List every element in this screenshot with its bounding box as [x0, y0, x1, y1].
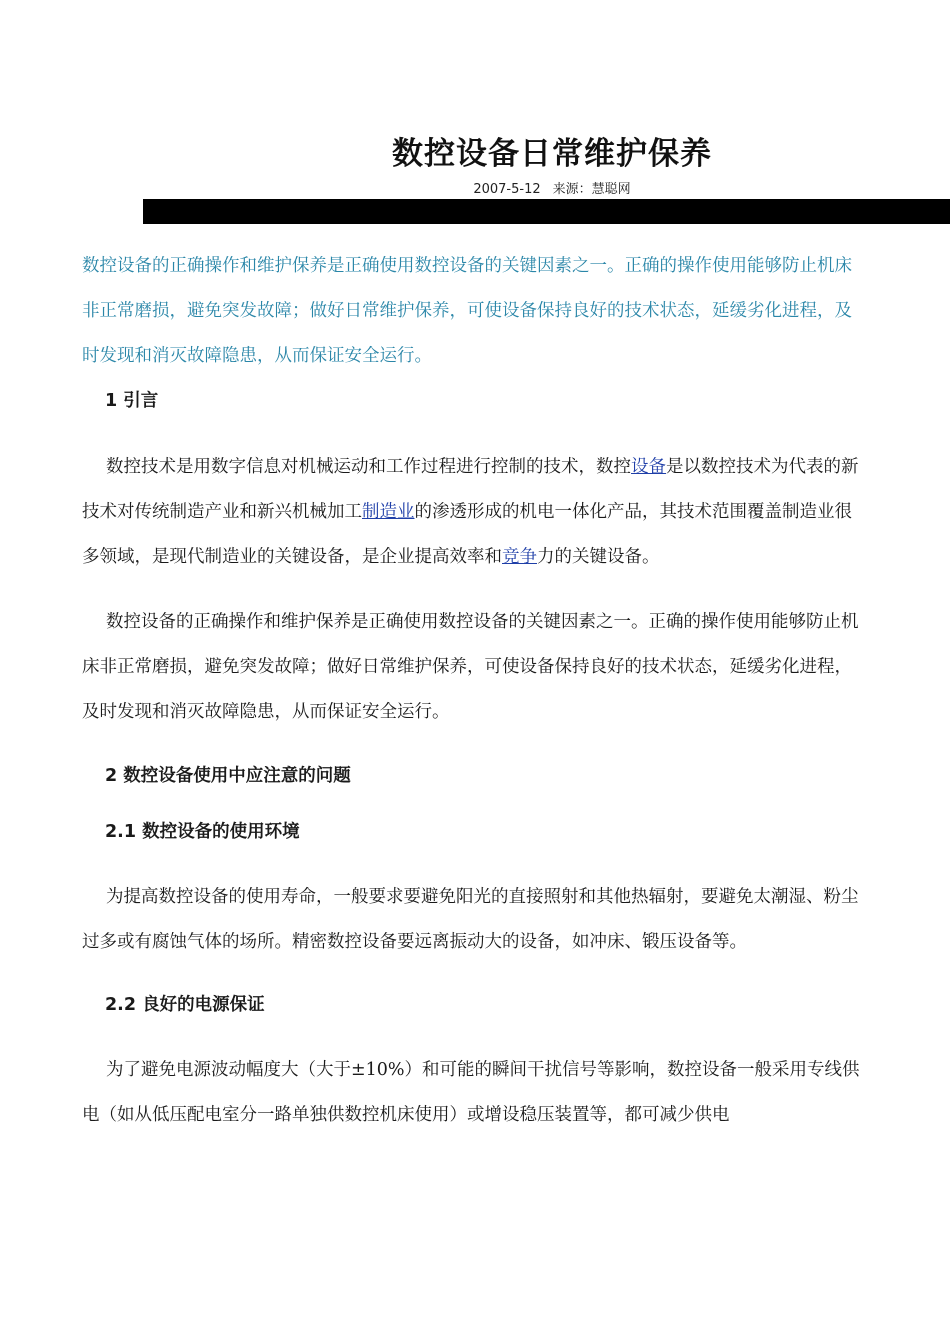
section-number: 2 [105, 766, 118, 786]
article-meta [0, 178, 950, 197]
maintenance-paragraph: 数控设备的正确操作和维护保养是正确使用数控设备的关键因素之一。正确的操作使用能够防止机床非正常磨损，避免突发故障；做好日常维护保养，可使设备保持良好的技术状态，延缓劣化进程，及时发现和消灭故障隐患，从而保证安全运行。 [82, 612, 859, 722]
article-body [82, 244, 868, 1138]
intro-paragraph [82, 445, 868, 580]
intro-text: 力的关键设备。 [537, 547, 660, 567]
section-number: 1 [105, 391, 118, 411]
section-title: 数控设备使用中应注意的问题 [123, 766, 351, 786]
page-title: 数控设备日常维护保养 [392, 136, 712, 172]
environment-paragraph: 为提高数控设备的使用寿命，一般要求要避免阳光的直接照射和其他热辐射，要避免太潮湿、粉尘过多或有腐蚀气体的场所。精密数控设备要远离振动大的设备，如冲床、锻压设备等。 [82, 887, 859, 952]
section-number: 2.1 [105, 822, 137, 842]
header-divider-bar [143, 199, 950, 224]
link-competition[interactable]: 竞争 [502, 547, 537, 567]
source-label: 来源：慧聪网 [552, 182, 631, 197]
intro-text: 数控技术是用数字信息对机械运动和工作过程进行控制的技术，数控 [106, 457, 631, 477]
section-title: 良好的电源保证 [142, 995, 265, 1015]
lead-paragraph: 数控设备的正确操作和维护保养是正确使用数控设备的关键因素之一。正确的操作使用能够防止机床非正常磨损，避免突发故障；做好日常维护保养，可使设备保持良好的技术状态，延缓劣化进程，及时发现和消灭故障隐患，从而保证安全运行。 [82, 256, 852, 366]
publish-date: 2007-5-12 [473, 182, 541, 197]
intro-text: 的渗透形成的机电一体化产品，其技术范围覆盖制造业很多领域，是现代制造业的关键设备，是企业提高效率和 [82, 502, 852, 567]
power-paragraph: 为了避免电源波动幅度大（大于±10%）和可能的瞬间干扰信号等影响，数控设备一般采用专线供电（如从低压配电室分一路单独供数控机床使用）或增设稳压装置等，都可减少供电 [82, 1060, 860, 1125]
section-title: 引言 [123, 391, 159, 411]
section-heading-2-1 [82, 810, 868, 855]
section-heading-2 [82, 754, 868, 799]
section-title: 数控设备的使用环境 [142, 822, 300, 842]
section-number: 2.2 [105, 995, 137, 1015]
link-equipment[interactable]: 设备 [631, 457, 666, 477]
link-manufacturing[interactable]: 制造业 [362, 502, 415, 522]
intro-text: 是以数控技术为代表的新技术对传统制造产业和新兴机械加工 [82, 457, 859, 522]
section-heading-1 [82, 379, 868, 424]
section-heading-2-2 [82, 983, 868, 1028]
